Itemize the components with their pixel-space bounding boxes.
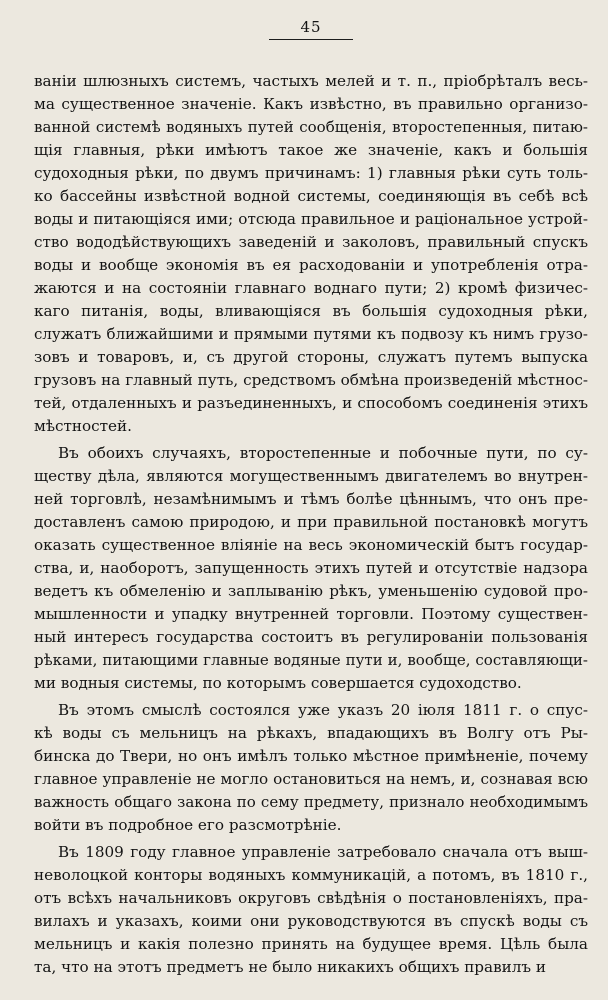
text-line: кѣ воды съ мельницъ на рѣкахъ, впадающихъ въ Волгу отъ Ры-	[34, 724, 588, 742]
text-line: ней торговлѣ, незамѣнимымъ и тѣмъ болѣе цѣннымъ, что онъ пре-	[34, 490, 588, 508]
paragraph	[34, 70, 588, 438]
text-line: мышленности и упадку внутренней торговли. Поэтому существен-	[34, 605, 588, 623]
text-line: Въ обоихъ случаяхъ, второстепенные и побочные пути, по су-	[58, 444, 588, 462]
text-line: рѣками, питающими главные водяные пути и, вообще, составляющи-	[34, 651, 588, 669]
text-line: ванной системѣ водяныхъ путей сообщенія, второстепенныя, питаю-	[34, 118, 588, 136]
body-text	[34, 70, 588, 979]
text-line: грузовъ на главный путь, средствомъ обмѣна произведеній мѣстнос-	[34, 371, 588, 389]
text-line: главное управленіе не могло остановиться на немъ, и, сознавая всю	[34, 770, 588, 788]
text-line: ство вододѣйствующихъ заведеній и заколовъ, правильный спускъ	[34, 233, 588, 251]
text-line: та, что на этотъ предметъ не было никакихъ общихъ правилъ и	[34, 958, 547, 976]
text-line: ществу дѣла, являются могущественнымъ двигателемъ во внутрен-	[34, 467, 588, 485]
text-line: Въ этомъ смыслѣ состоялся уже указъ 20 іюля 1811 г. о спус-	[58, 701, 588, 719]
text-line: мельницъ и какія полезно принять на будущее время. Цѣль была	[34, 935, 588, 953]
text-line: вилахъ и указахъ, коими они руководствуются въ спускѣ воды съ	[34, 912, 588, 930]
text-line: бинска до Твери, но онъ имѣлъ только мѣстное примѣненіе, почему	[34, 747, 588, 765]
text-line: ма существенное значеніе. Какъ извѣстно, въ правильно организо-	[34, 95, 588, 113]
text-line: щія главныя, рѣки имѣютъ такое же значеніе, какъ и большія	[34, 141, 588, 159]
text-line: воды и питающіяся ими; отсюда правильное и раціональное устрой-	[34, 210, 588, 228]
paragraph	[34, 699, 588, 837]
text-line: ваніи шлюзныхъ системъ, частыхъ мелей и т. п., пріобрѣталъ весь-	[34, 72, 588, 90]
text-line: зовъ и товаровъ, и, съ другой стороны, служатъ путемъ выпуска	[34, 348, 588, 366]
text-line: ведетъ къ обмеленію и заплыванію рѣкъ, уменьшенію судовой про-	[34, 582, 588, 600]
text-line: доставленъ самою природою, и при правильной постановкѣ могутъ	[34, 513, 588, 531]
text-line: служатъ ближайшими и прямыми путями къ подвозу къ нимъ грузо-	[34, 325, 588, 343]
text-line: каго питанія, воды, вливающіяся въ большія судоходныя рѣки,	[34, 302, 588, 320]
paragraph	[34, 442, 588, 695]
text-line: воды и вообще экономія въ ея расходованіи и употребленія отра-	[34, 256, 588, 274]
header-rule	[269, 39, 353, 40]
text-line: судоходныя рѣки, по двумъ причинамъ: 1) главныя рѣки суть толь-	[34, 164, 588, 182]
text-line: важность общаго закона по сему предмету, признало необходимымъ	[34, 793, 588, 811]
text-line: жаются и на состояніи главнаго воднаго пути; 2) кромѣ физичес-	[34, 279, 588, 297]
text-line: ко бассейны извѣстной водной системы, соединяющія въ себѣ всѣ	[34, 187, 588, 205]
page-number: 45	[300, 18, 322, 36]
text-line: войти въ подробное его разсмотрѣніе.	[34, 816, 342, 834]
text-line: неволоцкой конторы водяныхъ коммуникацій, а потомъ, въ 1810 г.,	[34, 866, 588, 884]
text-line: ный интересъ государства состоитъ въ регулированіи пользованія	[34, 628, 588, 646]
text-line: оказать существенное вліяніе на весь экономическій бытъ государ-	[34, 536, 588, 554]
paragraph	[34, 841, 588, 979]
text-line: ми водныя системы, по которымъ совершается судоходство.	[34, 674, 522, 692]
text-line: Въ 1809 году главное управленіе затребовало сначала отъ выш-	[58, 843, 588, 861]
text-line: тей, отдаленныхъ и разъединенныхъ, и способомъ соединенія этихъ	[34, 394, 588, 412]
text-line: мѣстностей.	[34, 417, 132, 435]
text-line: отъ всѣхъ начальниковъ округовъ свѣдѣнія о постановленіяхъ, пра-	[34, 889, 588, 907]
text-line: ства, и, наоборотъ, запущенность этихъ путей и отсутствіе надзора	[34, 559, 588, 577]
